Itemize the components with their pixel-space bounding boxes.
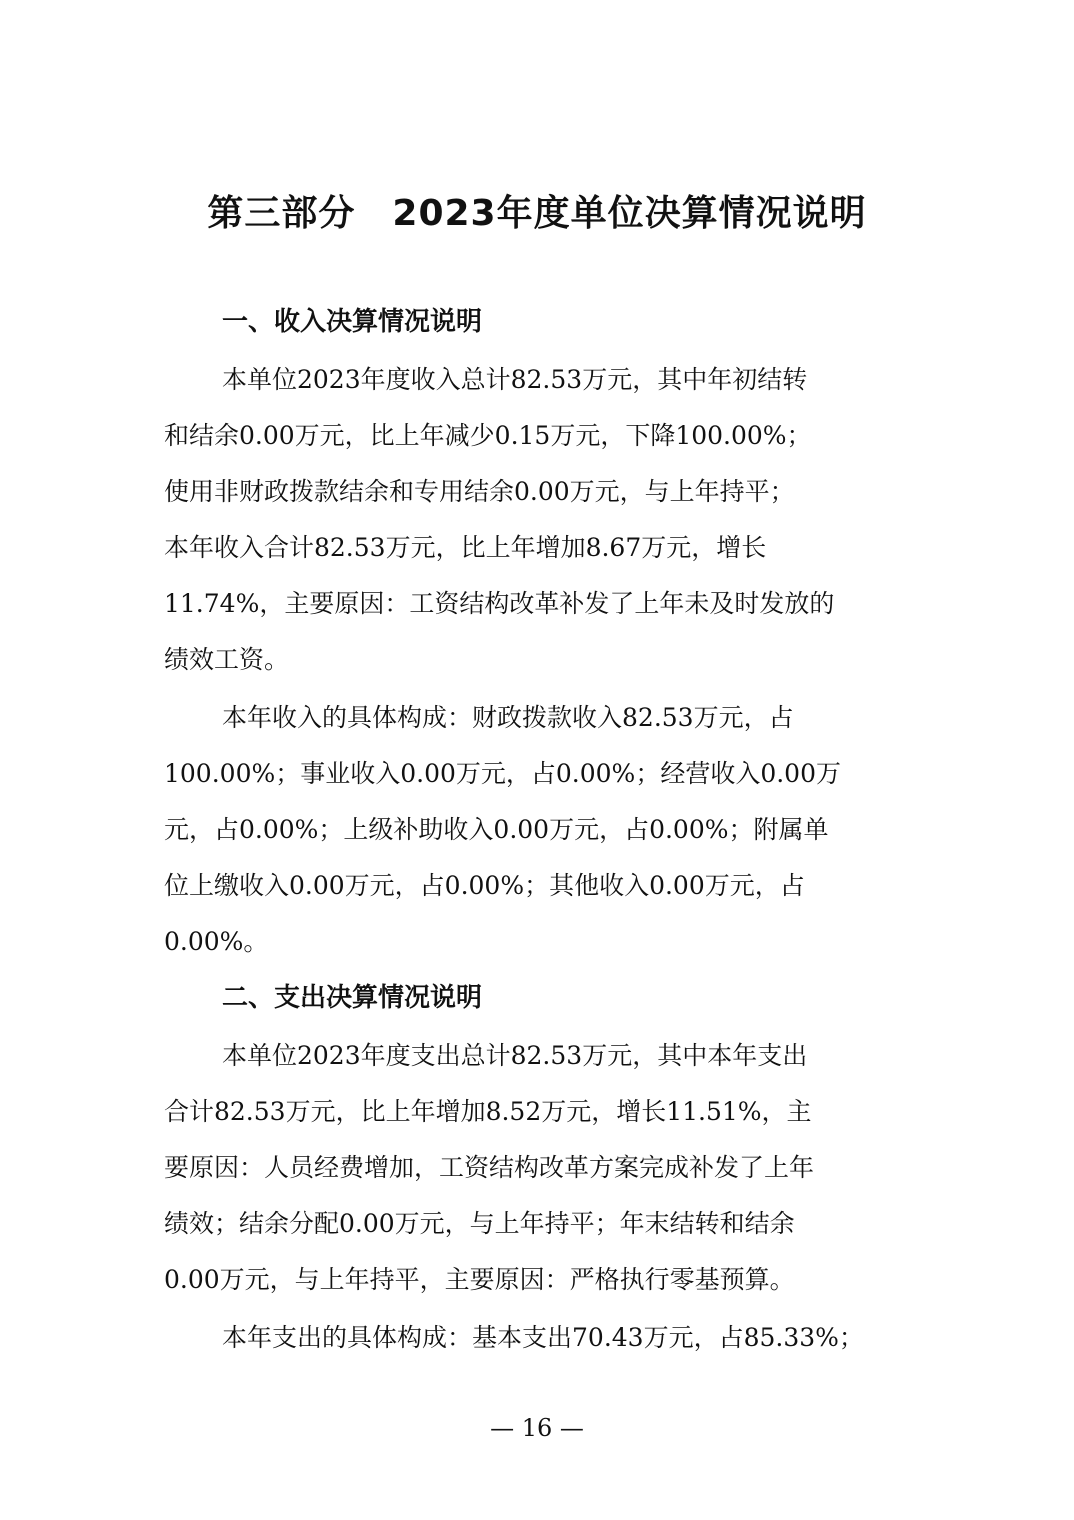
paragraph-line: 0.00万元，与上年持平，主要原因：严格执行零基预算。 [164,1265,795,1294]
paragraph-line: 绩效；结余分配0.00万元，与上年持平；年末结转和结余 [164,1209,795,1238]
paragraph-line: 绩效工资。 [164,645,290,674]
paragraph-line: 和结余0.00万元，比上年减少0.15万元，下降100.00%； [164,421,812,450]
paragraph-line: 本单位2023年度支出总计82.53万元，其中本年支出 [222,1041,808,1070]
paragraph-line: 本单位2023年度收入总计82.53万元，其中年初结转 [222,365,808,394]
paragraph-line: 0.00%。 [164,927,269,956]
page-number: — 16 — [490,1414,584,1442]
section-heading-expenditure: 二、支出决算情况说明 [222,983,483,1013]
paragraph-line: 位上缴收入0.00万元，占0.00%；其他收入0.00万元，占 [164,871,805,900]
section-heading-income: 一、收入决算情况说明 [222,307,483,337]
paragraph-line: 使用非财政拨款结余和专用结余0.00万元，与上年持平； [164,477,795,506]
paragraph-line: 合计82.53万元，比上年增加8.52万元，增长11.51%，主 [164,1097,812,1126]
paragraph-line: 要原因：人员经费增加，工资结构改革方案完成补发了上年 [164,1153,815,1182]
paragraph-line: 本年收入合计82.53万元，比上年增加8.67万元，增长 [164,533,767,562]
page-title: 第三部分 2023年度单位决算情况说明 [207,193,867,234]
paragraph-line: 100.00%；事业收入0.00万元，占0.00%；经营收入0.00万 [164,759,841,788]
paragraph-line: 元，占0.00%；上级补助收入0.00万元，占0.00%；附属单 [164,815,829,844]
paragraph-line: 本年支出的具体构成：基本支出70.43万元，占85.33%； [222,1323,864,1352]
paragraph-line: 本年收入的具体构成：财政拨款收入82.53万元，占 [222,703,794,732]
paragraph-line: 11.74%，主要原因：工资结构改革补发了上年未及时发放的 [164,589,835,618]
